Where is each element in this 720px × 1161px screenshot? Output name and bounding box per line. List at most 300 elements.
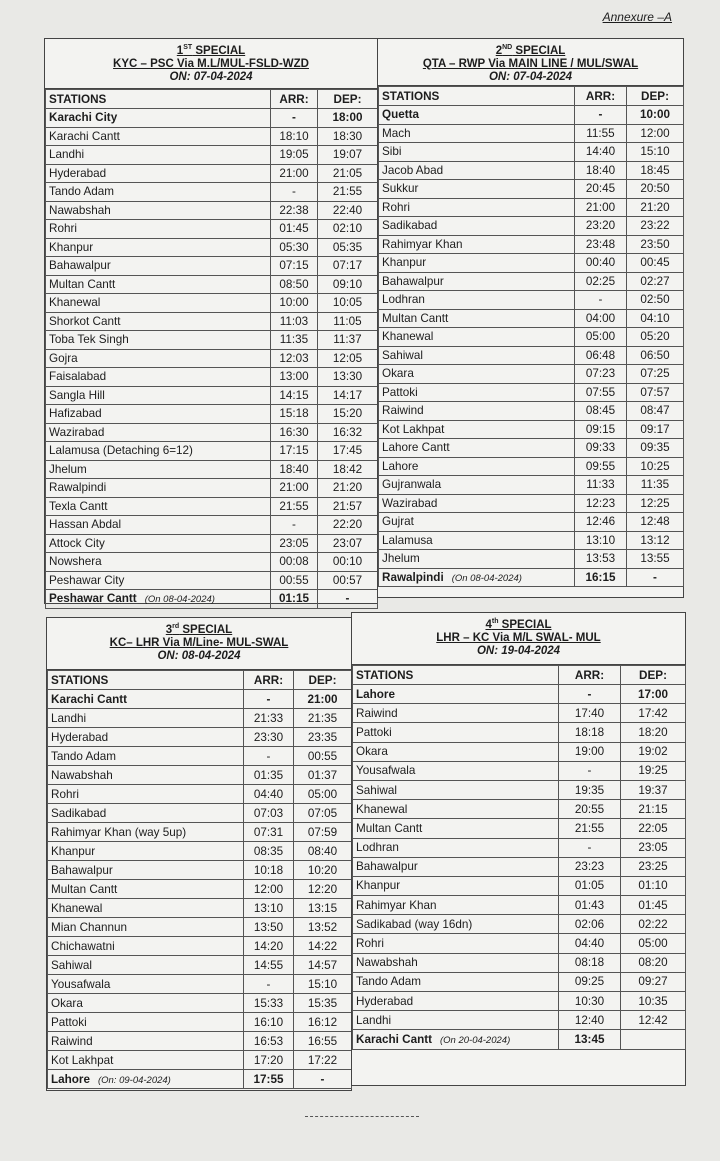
table-row	[48, 804, 352, 823]
arr-cell: 06:48	[575, 346, 627, 365]
dep-header: DEP:	[294, 671, 352, 690]
station-cell: Sahiwal	[353, 780, 559, 799]
station-cell: Peshawar City	[46, 571, 271, 590]
arr-cell: -	[559, 685, 621, 704]
dep-cell: 18:45	[627, 161, 684, 180]
arr-header: ARR:	[244, 671, 294, 690]
arr-cell: 11:03	[271, 312, 318, 331]
arr-cell: 15:33	[244, 994, 294, 1013]
arr-cell: 10:00	[271, 294, 318, 313]
arr-cell: 12:40	[559, 1011, 621, 1030]
dep-cell: 21:20	[318, 479, 378, 498]
table-row	[353, 761, 686, 780]
table-row	[379, 346, 684, 365]
arr-cell: 08:35	[244, 842, 294, 861]
station-cell: Lahore	[379, 457, 575, 476]
arr-cell: 10:18	[244, 861, 294, 880]
table-row	[46, 534, 378, 553]
table-row	[46, 257, 378, 276]
station-cell: Okara	[48, 994, 244, 1013]
table-row	[48, 728, 352, 747]
station-cell: Pattoki	[48, 1013, 244, 1032]
station-cell: Landhi	[46, 146, 271, 165]
station-cell: Rawalpindi (On 08-04-2024)	[379, 568, 575, 587]
table-row	[379, 439, 684, 458]
dep-cell: 06:50	[627, 346, 684, 365]
dep-cell: 08:47	[627, 402, 684, 421]
arr-cell: 14:55	[244, 956, 294, 975]
arr-header: ARR:	[271, 90, 318, 109]
dep-cell: 20:50	[627, 180, 684, 199]
arr-header: ARR:	[575, 87, 627, 106]
special-2-route: QTA – RWP Via MAIN LINE / MUL/SWAL	[422, 57, 639, 70]
station-cell: Sadikabad	[379, 217, 575, 236]
station-cell: Khanpur	[48, 842, 244, 861]
station-cell: Tando Adam	[48, 747, 244, 766]
table-row	[46, 238, 378, 257]
station-cell: Khanewal	[46, 294, 271, 313]
dep-cell: 02:10	[318, 220, 378, 239]
dep-cell: 23:22	[627, 217, 684, 236]
station-cell: Bahawalpur	[46, 257, 271, 276]
special-1-route: KYC – PSC Via M.L/MUL-FSLD-WZD	[113, 57, 309, 70]
station-cell: Nawabshah	[46, 201, 271, 220]
arr-cell: 08:45	[575, 402, 627, 421]
dep-cell: 01:37	[294, 766, 352, 785]
station-cell: Wazirabad	[379, 494, 575, 513]
dep-cell: 21:20	[627, 198, 684, 217]
arr-cell: 16:15	[575, 568, 627, 587]
table-row	[353, 857, 686, 876]
dep-cell: 02:27	[627, 272, 684, 291]
arr-cell: 14:40	[575, 143, 627, 162]
station-cell: Nawabshah	[353, 953, 559, 972]
table-row	[353, 992, 686, 1011]
next-day-date-note: (On: 09-04-2024)	[97, 1074, 171, 1086]
station-cell: Gujrat	[379, 513, 575, 532]
table-row	[46, 312, 378, 331]
stations-header: STATIONS	[46, 90, 271, 109]
table-header-row	[46, 90, 378, 109]
table-row	[46, 201, 378, 220]
station-cell: Sadikabad (way 16dn)	[353, 915, 559, 934]
table-row	[46, 127, 378, 146]
station-cell: Bahawalpur	[379, 272, 575, 291]
table-row	[353, 800, 686, 819]
station-cell: Lodhran	[353, 838, 559, 857]
station-cell: Okara	[379, 365, 575, 384]
table-row	[48, 918, 352, 937]
special-2-header	[378, 39, 683, 86]
station-cell: Raiwind	[353, 704, 559, 723]
special-1-date: ON: 07-04-2024	[169, 70, 253, 83]
stations-header: STATIONS	[353, 666, 559, 685]
station-cell: Hassan Abdal	[46, 516, 271, 535]
station-cell: Sadikabad	[48, 804, 244, 823]
dep-cell: 14:17	[318, 386, 378, 405]
table-row	[46, 220, 378, 239]
table-row	[379, 254, 684, 273]
station-cell: Jhelum	[379, 550, 575, 569]
station-cell: Rahimyar Khan	[379, 235, 575, 254]
dep-cell: 12:42	[621, 1011, 686, 1030]
dep-cell: 13:55	[627, 550, 684, 569]
station-cell: Rahimyar Khan (way 5up)	[48, 823, 244, 842]
arr-cell: 14:15	[271, 386, 318, 405]
station-cell: Hyderabad	[46, 164, 271, 183]
station-cell: Multan Cantt	[46, 275, 271, 294]
arr-cell: 18:10	[271, 127, 318, 146]
arr-cell: 12:46	[575, 513, 627, 532]
arr-cell: 02:06	[559, 915, 621, 934]
table-row	[353, 819, 686, 838]
arr-cell: 22:38	[271, 201, 318, 220]
station-cell: Gojra	[46, 349, 271, 368]
table-row	[48, 842, 352, 861]
station-cell: Nawabshah	[48, 766, 244, 785]
dep-cell: 21:15	[621, 800, 686, 819]
dep-cell: 07:17	[318, 257, 378, 276]
station-cell: Rohri	[353, 934, 559, 953]
station-cell: Okara	[353, 742, 559, 761]
table-row	[46, 146, 378, 165]
table-row	[48, 994, 352, 1013]
table-row	[48, 709, 352, 728]
arr-cell: 20:55	[559, 800, 621, 819]
table-row	[379, 365, 684, 384]
table-row	[46, 516, 378, 535]
dep-cell: 19:07	[318, 146, 378, 165]
dep-cell: 23:35	[294, 728, 352, 747]
dep-cell: 08:40	[294, 842, 352, 861]
special-3-header	[47, 618, 351, 670]
table-row	[379, 124, 684, 143]
arr-cell: -	[575, 291, 627, 310]
station-cell: Sangla Hill	[46, 386, 271, 405]
arr-cell: 23:20	[575, 217, 627, 236]
table-row	[48, 899, 352, 918]
dep-cell: 16:32	[318, 423, 378, 442]
table-row	[48, 861, 352, 880]
dep-cell: 16:12	[294, 1013, 352, 1032]
table-row	[353, 780, 686, 799]
dep-cell	[621, 1030, 686, 1049]
table-row	[379, 217, 684, 236]
table-row	[379, 106, 684, 125]
dep-cell: 15:35	[294, 994, 352, 1013]
arr-cell: 04:40	[244, 785, 294, 804]
table-row	[48, 1032, 352, 1051]
station-cell: Hyderabad	[353, 992, 559, 1011]
arr-cell: 17:40	[559, 704, 621, 723]
station-cell: Multan Cantt	[48, 880, 244, 899]
table-row	[46, 590, 378, 609]
special-3-panel	[46, 617, 352, 1091]
arr-cell: 00:08	[271, 553, 318, 572]
special-4-header	[352, 613, 685, 665]
dep-cell: 09:35	[627, 439, 684, 458]
table-header-row	[48, 671, 352, 690]
dep-cell: 12:20	[294, 880, 352, 899]
dep-cell: 00:57	[318, 571, 378, 590]
table-row	[48, 747, 352, 766]
dep-cell: 11:37	[318, 331, 378, 350]
table-row	[48, 1013, 352, 1032]
station-cell: Yousafwala	[48, 975, 244, 994]
table-row	[379, 328, 684, 347]
station-cell: Landhi	[48, 709, 244, 728]
station-cell: Hyderabad	[48, 728, 244, 747]
dep-cell: 13:52	[294, 918, 352, 937]
station-cell: Mian Channun	[48, 918, 244, 937]
station-cell: Raiwind	[48, 1032, 244, 1051]
arr-cell: -	[271, 109, 318, 128]
dep-cell: 23:05	[621, 838, 686, 857]
dep-cell: 17:42	[621, 704, 686, 723]
station-cell: Khanpur	[353, 876, 559, 895]
arr-cell: 15:18	[271, 405, 318, 424]
arr-cell: 21:00	[271, 479, 318, 498]
arr-cell: 07:55	[575, 383, 627, 402]
dep-cell: -	[318, 590, 378, 609]
table-row	[353, 896, 686, 915]
special-2-date: ON: 07-04-2024	[488, 70, 573, 83]
arr-cell: 13:00	[271, 368, 318, 387]
special-1-table	[45, 89, 378, 609]
table-row	[46, 405, 378, 424]
dep-cell: 18:30	[318, 127, 378, 146]
station-cell: Lahore (On: 09-04-2024)	[48, 1070, 244, 1089]
station-cell: Rawalpindi	[46, 479, 271, 498]
station-cell: Quetta	[379, 106, 575, 125]
dep-cell: 15:10	[627, 143, 684, 162]
station-cell: Peshawar Cantt (On 08-04-2024)	[46, 590, 271, 609]
dep-cell: 21:55	[318, 183, 378, 202]
dep-cell: 05:20	[627, 328, 684, 347]
arr-cell: 00:55	[271, 571, 318, 590]
dep-cell: 18:00	[318, 109, 378, 128]
station-cell: Shorkot Cantt	[46, 312, 271, 331]
arr-cell: 04:00	[575, 309, 627, 328]
dep-cell: 07:57	[627, 383, 684, 402]
station-cell: Tando Adam	[353, 972, 559, 991]
station-cell: Toba Tek Singh	[46, 331, 271, 350]
station-cell: Landhi	[353, 1011, 559, 1030]
arr-cell: 02:25	[575, 272, 627, 291]
dep-cell: 16:55	[294, 1032, 352, 1051]
special-2-panel	[377, 38, 684, 598]
dep-header: DEP:	[318, 90, 378, 109]
dep-cell: 01:45	[621, 896, 686, 915]
station-cell: Lahore Cantt	[379, 439, 575, 458]
arr-cell: 07:15	[271, 257, 318, 276]
table-row	[379, 550, 684, 569]
arr-cell: 11:35	[271, 331, 318, 350]
table-row	[46, 349, 378, 368]
dep-cell: 15:10	[294, 975, 352, 994]
special-1-title: 1ST SPECIAL	[176, 44, 246, 57]
station-cell: Lodhran	[379, 291, 575, 310]
station-cell: Lahore	[353, 685, 559, 704]
arr-cell: 23:05	[271, 534, 318, 553]
arr-cell: 12:00	[244, 880, 294, 899]
stations-header: STATIONS	[48, 671, 244, 690]
station-cell: Hafizabad	[46, 405, 271, 424]
table-row	[353, 1030, 686, 1049]
dep-cell: 11:35	[627, 476, 684, 495]
arr-cell: 09:15	[575, 420, 627, 439]
table-row	[48, 1070, 352, 1089]
station-cell: Khanewal	[379, 328, 575, 347]
table-row	[353, 953, 686, 972]
arr-cell: 13:53	[575, 550, 627, 569]
table-header-row	[353, 666, 686, 685]
arr-cell: 21:55	[271, 497, 318, 516]
dep-cell: 12:00	[627, 124, 684, 143]
arr-cell: 21:33	[244, 709, 294, 728]
special-1-header	[45, 39, 377, 89]
dep-cell: 05:35	[318, 238, 378, 257]
table-row	[353, 876, 686, 895]
dep-cell: 19:25	[621, 761, 686, 780]
arr-cell: 16:10	[244, 1013, 294, 1032]
arr-cell: 00:40	[575, 254, 627, 273]
table-row	[353, 742, 686, 761]
dep-cell: 14:22	[294, 937, 352, 956]
station-cell: Multan Cantt	[353, 819, 559, 838]
dep-cell: 12:25	[627, 494, 684, 513]
table-row	[46, 571, 378, 590]
arr-cell: -	[271, 516, 318, 535]
station-cell: Texla Cantt	[46, 497, 271, 516]
dep-cell: 23:25	[621, 857, 686, 876]
arr-cell: 13:10	[575, 531, 627, 550]
station-cell: Rohri	[46, 220, 271, 239]
arr-cell: -	[244, 975, 294, 994]
station-cell: Bahawalpur	[353, 857, 559, 876]
table-row	[48, 766, 352, 785]
dep-cell: 10:25	[627, 457, 684, 476]
dep-cell: 23:07	[318, 534, 378, 553]
station-cell: Rohri	[379, 198, 575, 217]
dep-cell: 00:10	[318, 553, 378, 572]
dep-cell: 11:05	[318, 312, 378, 331]
table-row	[48, 823, 352, 842]
table-row	[46, 331, 378, 350]
arr-cell: 10:30	[559, 992, 621, 1011]
arr-cell: -	[575, 106, 627, 125]
dep-cell: 10:00	[627, 106, 684, 125]
special-2-title: 2ND SPECIAL	[495, 44, 566, 57]
arr-cell: 11:33	[575, 476, 627, 495]
dep-cell: 22:05	[621, 819, 686, 838]
dep-cell: 14:57	[294, 956, 352, 975]
dep-cell: 21:00	[294, 690, 352, 709]
station-cell: Sahiwal	[379, 346, 575, 365]
station-cell: Pattoki	[379, 383, 575, 402]
arr-cell: 13:10	[244, 899, 294, 918]
stations-header: STATIONS	[379, 87, 575, 106]
arr-cell: 18:40	[575, 161, 627, 180]
dep-cell: 09:17	[627, 420, 684, 439]
dep-cell: 19:37	[621, 780, 686, 799]
dep-cell: 15:20	[318, 405, 378, 424]
table-row	[379, 402, 684, 421]
table-row	[379, 494, 684, 513]
special-4-date: ON: 19-04-2024	[476, 644, 561, 657]
next-day-date-note: (On 08-04-2024)	[144, 594, 215, 606]
arr-cell: 05:00	[575, 328, 627, 347]
table-row	[46, 164, 378, 183]
dep-cell: 13:12	[627, 531, 684, 550]
dep-cell: 05:00	[621, 934, 686, 953]
table-row	[379, 476, 684, 495]
dep-cell: 21:57	[318, 497, 378, 516]
station-cell: Rohri	[48, 785, 244, 804]
station-cell: Karachi Cantt (On 20-04-2024)	[353, 1030, 559, 1049]
arr-cell: 20:45	[575, 180, 627, 199]
table-row	[379, 531, 684, 550]
special-4-panel	[351, 612, 686, 1086]
table-row	[48, 1051, 352, 1070]
table-row	[48, 690, 352, 709]
arr-cell: -	[244, 747, 294, 766]
dep-cell: 23:50	[627, 235, 684, 254]
table-row	[379, 420, 684, 439]
dep-cell: 01:10	[621, 876, 686, 895]
dep-cell: 17:00	[621, 685, 686, 704]
table-row	[353, 685, 686, 704]
dep-cell: 19:02	[621, 742, 686, 761]
table-row	[379, 568, 684, 587]
dep-cell: 09:10	[318, 275, 378, 294]
dep-cell: 02:22	[621, 915, 686, 934]
dep-cell: 21:05	[318, 164, 378, 183]
table-row	[46, 497, 378, 516]
station-cell: Karachi Cantt	[46, 127, 271, 146]
special-3-title: 3rd SPECIAL	[165, 623, 233, 636]
station-cell: Faisalabad	[46, 368, 271, 387]
table-row	[379, 143, 684, 162]
dep-cell: -	[627, 568, 684, 587]
station-cell: Multan Cantt	[379, 309, 575, 328]
arr-cell: 01:43	[559, 896, 621, 915]
arr-cell: 21:00	[271, 164, 318, 183]
station-cell: Gujranwala	[379, 476, 575, 495]
arr-cell: 19:35	[559, 780, 621, 799]
station-cell: Bahawalpur	[48, 861, 244, 880]
special-3-route: KC– LHR Via M/Line- MUL-SWAL	[109, 636, 289, 649]
arr-cell: 23:23	[559, 857, 621, 876]
table-row	[48, 956, 352, 975]
table-row	[46, 553, 378, 572]
dep-cell: 07:05	[294, 804, 352, 823]
arr-cell: 18:40	[271, 460, 318, 479]
table-row	[46, 294, 378, 313]
arr-cell: 16:30	[271, 423, 318, 442]
dep-cell: -	[294, 1070, 352, 1089]
arr-cell: -	[244, 690, 294, 709]
dep-cell: 18:42	[318, 460, 378, 479]
table-header-row	[379, 87, 684, 106]
special-2-table	[378, 86, 684, 587]
arr-cell: 09:25	[559, 972, 621, 991]
dep-cell: 07:59	[294, 823, 352, 842]
arr-cell: 07:23	[575, 365, 627, 384]
dep-cell: 22:20	[318, 516, 378, 535]
arr-cell: 17:55	[244, 1070, 294, 1089]
dep-cell: 00:45	[627, 254, 684, 273]
